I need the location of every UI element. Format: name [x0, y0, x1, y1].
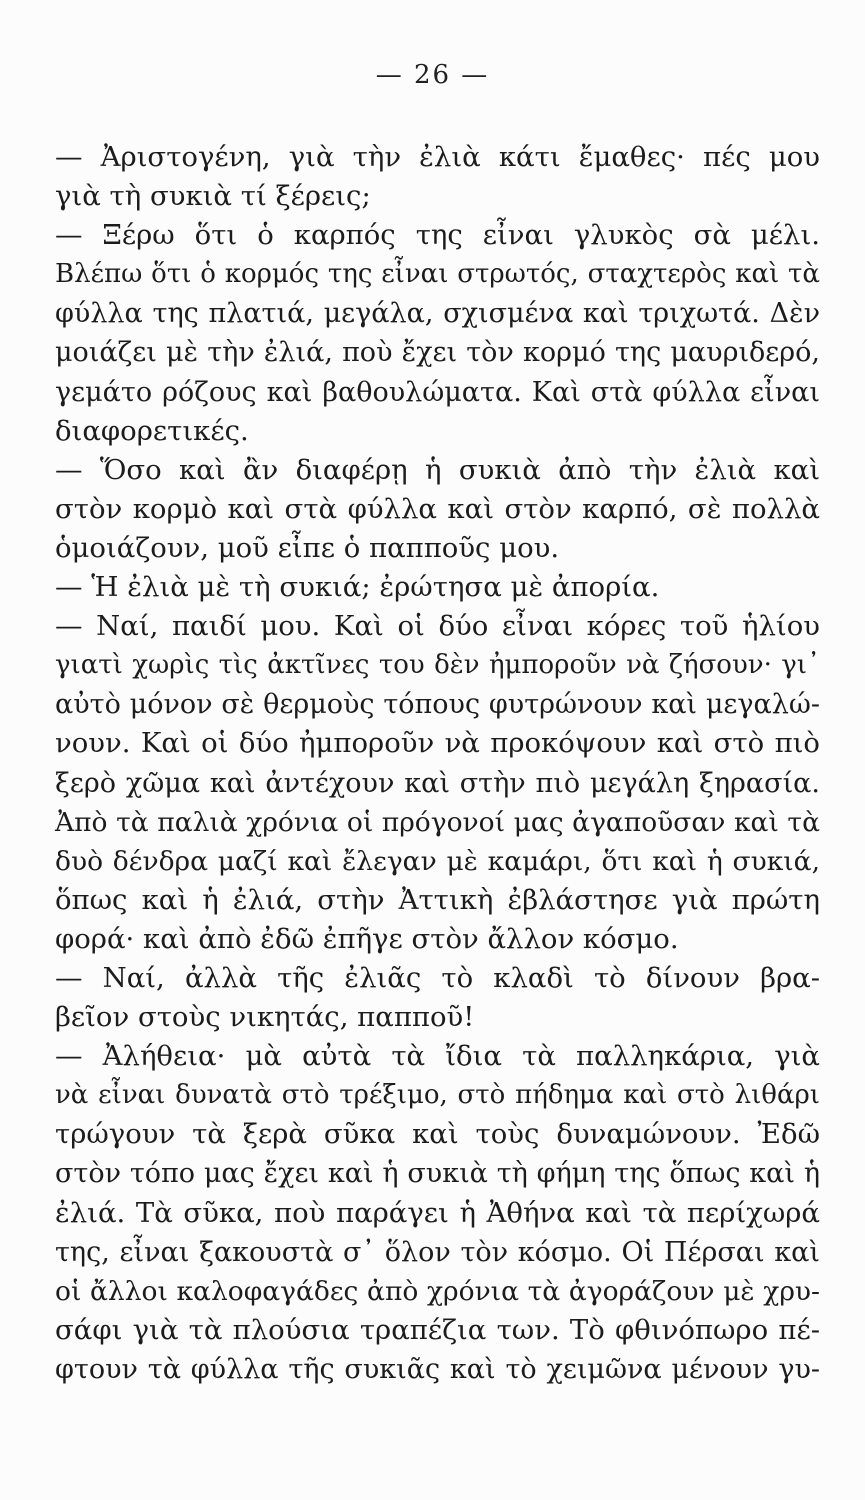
text-line: ὅπως καὶ ἡ ἐλιά, στὴν Ἀττικὴ ἐβλάστησε γιὰ πρώτη — [55, 883, 820, 916]
text-line: νὰ εἶναι δυνατὰ στὸ τρέξιμο, στὸ πήδημα καὶ στὸ λιθάρι — [55, 1080, 820, 1111]
text-line: — Ξέρω ὅτι ὁ καρπός της εἶναι γλυκὸς σὰ μέλι. — [55, 219, 820, 252]
text-line: — Ναί, ἀλλὰ τῆς ἐλιᾶς τὸ κλαδὶ τὸ δίνουν βρα- — [55, 961, 820, 994]
text-line: νουν. Καὶ οἱ δύο ἠμποροῦν νὰ προκόψουν καὶ στὸ πιὸ — [55, 727, 820, 760]
text-line: φύλλα της πλατιά, μεγάλα, σχισμένα καὶ τριχωτά. Δὲν — [55, 298, 820, 330]
text-line: τρώγουν τὰ ξερὰ σῦκα καὶ τοὺς δυναμώνουν. Ἐδῶ — [55, 1118, 820, 1151]
text-line: ὁμοιάζουν, μοῦ εἶπε ὁ παπποῦς μου. — [55, 531, 560, 564]
text-line: — Ἡ ἐλιὰ μὲ τὴ συκιά; ἐρώτησα μὲ ἀπορία. — [55, 571, 660, 604]
text-line: διαφορετικές. — [55, 414, 249, 447]
text-line: μοιάζει μὲ τὴν ἐλιά, ποὺ ἔχει τὸν κορμό της μαυριδερό, — [55, 337, 820, 369]
text-line: αὐτὸ μόνον σὲ θερμοὺς τόπους φυτρώνουν καὶ μεγαλώ- — [55, 689, 820, 721]
text-line: Βλέπω ὅτι ὁ κορμός της εἶναι στρωτός, σταχτερὸς καὶ τὰ — [55, 259, 820, 290]
text-line: γιατὶ χωρὶς τὶς ἀκτῖνες του δὲν ἠμποροῦν νὰ ζήσουν· γι᾿ — [55, 650, 820, 681]
text-line: βεῖον στοὺς νικητάς, παπποῦ! — [55, 1001, 475, 1034]
text-line: ἐλιά. Τὰ σῦκα, ποὺ παράγει ἡ Ἀθήνα καὶ τὰ περίχωρά — [55, 1196, 820, 1229]
text-line: σάφι γιὰ τὰ πλούσια τραπέζια των. Τὸ φθινόπωρο πέ- — [55, 1313, 820, 1346]
text-line: — Ὅσο καὶ ἂν διαφέρῃ ἡ συκιὰ ἀπὸ τὴν ἐλιὰ καὶ — [55, 453, 820, 486]
text-line: ξερὸ χῶμα καὶ ἀντέχουν καὶ στὴν πιὸ μεγάλη ξηρασία. — [55, 767, 820, 799]
page-number: — 26 — — [375, 60, 490, 90]
text-line: γιὰ τὴ συκιὰ τί ξέρεις; — [55, 180, 371, 213]
text-line: φτουν τὰ φύλλα τῆς συκιᾶς καὶ τὸ χειμῶνα μένουν γυ- — [55, 1353, 820, 1385]
text-line: Ἀπὸ τὰ παλιὰ χρόνια οἱ πρόγονοί μας ἀγαποῦσαν καὶ τὰ — [55, 806, 820, 838]
text-line: — Ναί, παιδί μου. Καὶ οἱ δύο εἶναι κόρες τοῦ ἡλίου — [55, 610, 820, 643]
text-line: φορά· καὶ ἀπὸ ἐδῶ ἐπῆγε στὸν ἄλλον κόσμο. — [55, 922, 679, 955]
text-line: δυὸ δένδρα μαζί καὶ ἔλεγαν μὲ καμάρι, ὅτι καὶ ἡ συκιά, — [55, 845, 820, 877]
text-line: της, εἶναι ξακουστὰ σ᾿ ὅλον τὸν κόσμο. Οἱ Πέρσαι καὶ — [55, 1236, 820, 1268]
text-line: — Ἀλήθεια· μὰ αὐτὰ τὰ ἴδια τὰ παλληκάρια, γιὰ — [55, 1040, 820, 1073]
text-line: — Ἀριστογένη, γιὰ τὴν ἐλιὰ κάτι ἔμαθες· πές μου — [55, 141, 820, 173]
text-line: οἱ ἄλλοι καλοφαγάδες ἀπὸ χρόνια τὰ ἀγοράζουν μὲ χρυ- — [55, 1275, 820, 1307]
body-text — [55, 138, 820, 1389]
text-line: στὸν τόπο μας ἔχει καὶ ἡ συκιὰ τὴ φήμη της ὅπως καὶ ἡ — [55, 1158, 820, 1190]
text-line: γεμάτο ρόζους καὶ βαθουλώματα. Καὶ στὰ φύλλα εἶναι — [55, 376, 820, 408]
text-line: στὸν κορμὸ καὶ στὰ φύλλα καὶ στὸν καρπό, σὲ πολλὰ — [55, 492, 820, 525]
